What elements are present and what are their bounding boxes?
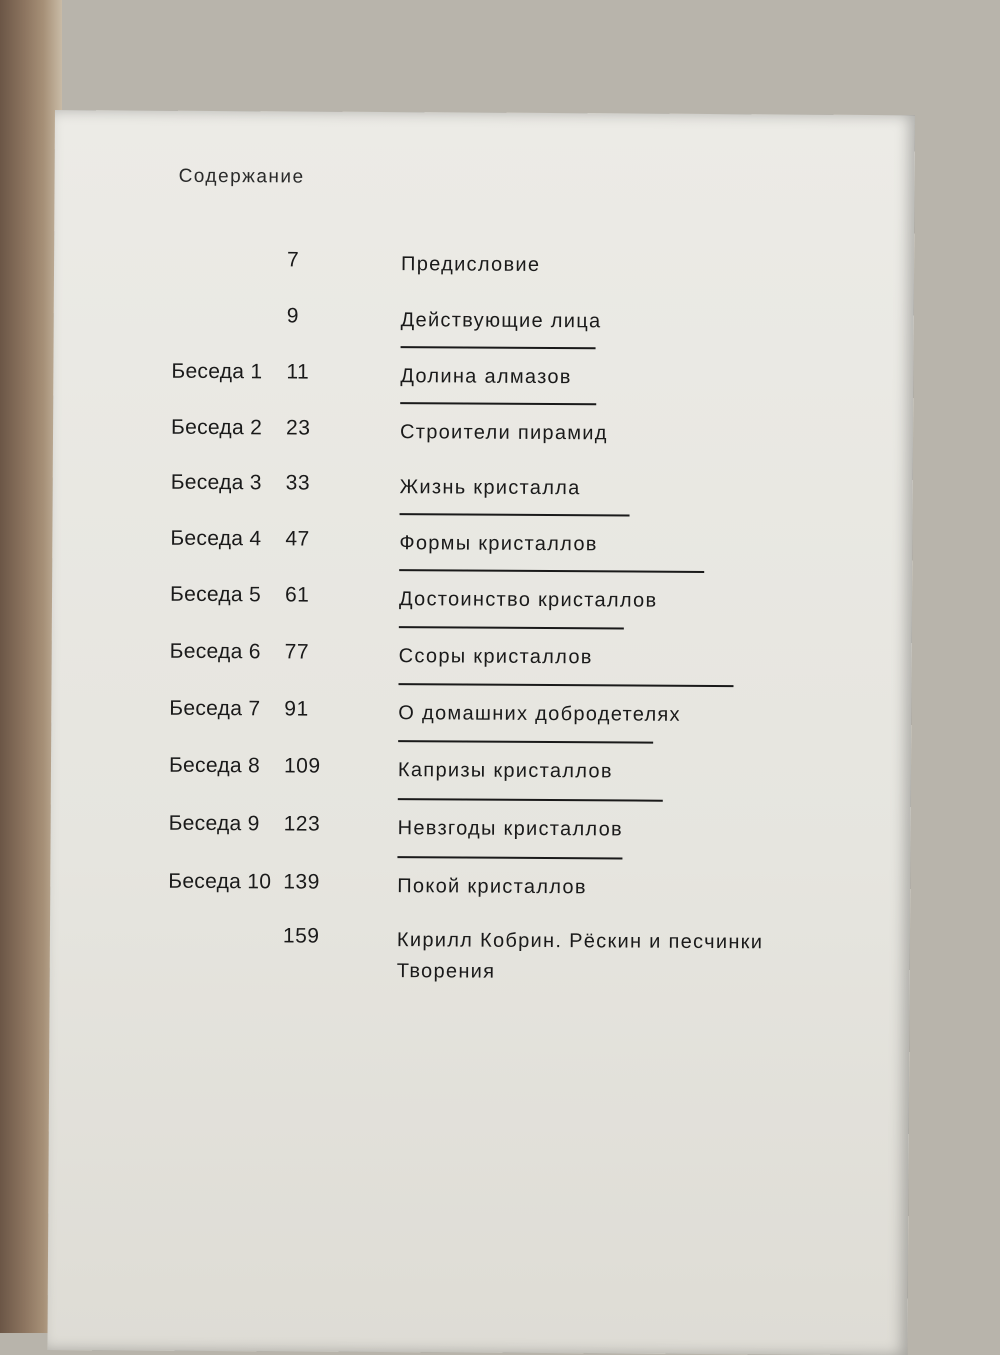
toc-chapter-title: Капризы кристаллов	[397, 759, 613, 783]
toc-chapter-title: О домашних добродетелях	[398, 702, 681, 726]
toc-divider	[398, 683, 733, 687]
toc-divider	[398, 740, 653, 744]
toc-divider	[397, 856, 622, 859]
toc-chapter-title: Долина алмазов	[400, 365, 572, 389]
toc-chapter-title: Невзгоды кристаллов	[397, 817, 624, 841]
page-title: Содержание	[178, 165, 305, 188]
toc-section-label: Беседа 9	[168, 811, 260, 836]
book-page	[47, 110, 915, 1355]
toc-divider	[400, 402, 596, 405]
toc-chapter-title: Ссоры кристаллов	[398, 645, 593, 669]
toc-chapter-title: Кирилл Кобрин. Рёскин и песчинки Творения	[396, 929, 764, 983]
toc-row	[52, 639, 912, 684]
toc-chapter-title: Покой кристаллов	[397, 875, 587, 899]
toc-divider	[399, 626, 624, 629]
toc-page-number: 7	[287, 248, 300, 272]
toc-section-label: Беседа 4	[170, 526, 262, 551]
toc-chapter-title: Предисловие	[400, 253, 541, 276]
toc-section-label: Беседа 7	[169, 696, 261, 721]
toc-row	[53, 470, 913, 515]
toc-page-number: 123	[283, 812, 321, 836]
toc-row	[52, 526, 912, 571]
toc-divider	[401, 346, 596, 349]
toc-page-number: 109	[283, 754, 321, 778]
toc-row	[50, 869, 910, 914]
toc-page-number: 139	[283, 870, 320, 894]
toc-section-label: Беседа 3	[170, 470, 262, 495]
toc-section-label: Беседа 6	[169, 639, 261, 664]
toc-page-number: 47	[285, 527, 310, 551]
toc-page-number: 23	[285, 416, 311, 440]
toc-section-label: Беседа 10	[168, 869, 272, 894]
toc-divider	[400, 513, 630, 516]
toc-page-number: 11	[286, 360, 310, 384]
toc-row	[51, 753, 911, 798]
toc-row	[54, 303, 914, 348]
toc-row	[53, 415, 913, 460]
toc-chapter-title: Действующие лица	[400, 309, 602, 333]
toc-chapter-title: Строители пирамид	[399, 421, 608, 445]
toc-section-label: Беседа 2	[170, 415, 263, 440]
toc-row	[53, 359, 913, 404]
toc-row	[50, 923, 910, 998]
toc-section-label: Беседа 8	[168, 753, 261, 778]
toc-divider	[398, 798, 663, 802]
toc-chapter-title: Достоинство кристаллов	[398, 588, 658, 612]
toc-section-label: Беседа 1	[171, 359, 263, 384]
toc-row	[51, 696, 911, 741]
toc-page-number: 61	[284, 583, 310, 607]
toc-chapter-title: Жизнь кристалла	[399, 476, 581, 500]
toc-page-number: 91	[284, 697, 309, 721]
toc-page-number: 159	[282, 924, 320, 948]
toc-row	[52, 582, 912, 627]
toc-section-label: Беседа 5	[169, 582, 262, 607]
toc-chapter-title: Формы кристаллов	[399, 532, 598, 556]
toc-page-number: 33	[285, 471, 311, 495]
toc-page-number: 77	[284, 640, 310, 664]
toc-page-number: 9	[286, 304, 300, 328]
toc-row	[54, 247, 914, 292]
toc-row	[50, 811, 910, 856]
